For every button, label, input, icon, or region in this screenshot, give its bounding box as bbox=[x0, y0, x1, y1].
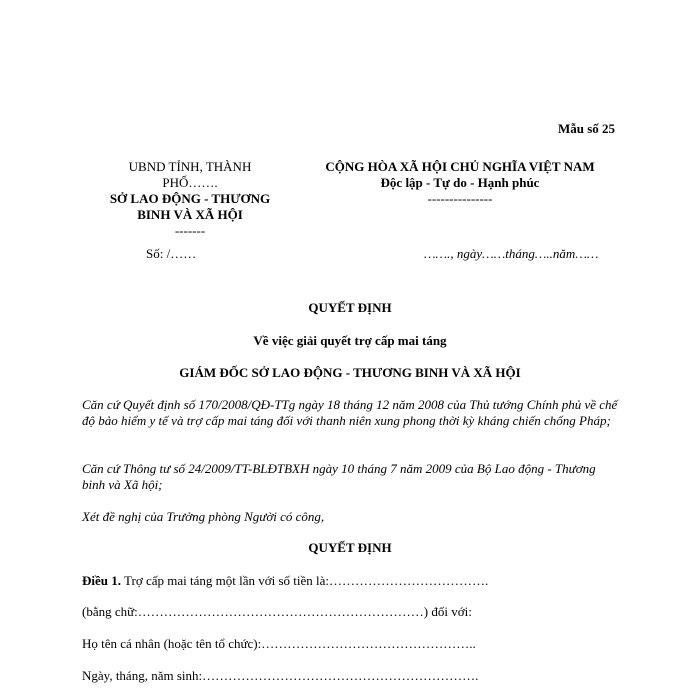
issuing-agency-header bbox=[80, 159, 300, 239]
national-divider: --------------- bbox=[427, 191, 493, 206]
document-date: ……., ngày……tháng…..năm…… bbox=[424, 246, 599, 261]
recipient-name-line: Họ tên cá nhân (hoặc tên tổ chức):………………………………………….. bbox=[82, 636, 476, 651]
country-name: CỘNG HÒA XÃ HỘI CHỦ NGHĨA VIỆT NAM bbox=[325, 159, 595, 174]
legal-basis-3: Xét đề nghị của Trưởng phòng Người có công, bbox=[82, 509, 325, 524]
document-title: QUYẾT ĐỊNH bbox=[308, 300, 392, 315]
document-number: Số: /…… bbox=[146, 246, 197, 261]
form-number: Mẫu số 25 bbox=[558, 121, 616, 136]
issuer-title: GIÁM ĐỐC SỞ LAO ĐỘNG - THƯƠNG BINH VÀ XÃ HỘI bbox=[179, 365, 521, 380]
birth-date-line: Ngày, tháng, năm sinh:………………………………………………………. bbox=[82, 668, 479, 683]
national-header bbox=[290, 159, 630, 207]
legal-basis-1: Căn cứ Quyết định số 170/2008/QĐ-TTg ngày 18 tháng 12 năm 2008 của Thủ tướng Chính phủ về chế độ bảo hiểm y tế và trợ cấp mai táng đối với thanh niên xung phong thời kỳ kháng chiến chống Pháp; bbox=[82, 397, 618, 428]
agency-line-2: PHỐ……. bbox=[162, 175, 218, 190]
article-1 bbox=[82, 573, 488, 589]
legal-basis-2: Căn cứ Thông tư số 24/2009/TT-BLĐTBXH ngày 10 tháng 7 năm 2009 của Bộ Lao động - Thương binh và Xã hội; bbox=[82, 461, 596, 492]
agency-divider: ------- bbox=[174, 223, 206, 238]
amount-in-words-line: (bằng chữ:…………………………………………………………) đối với: bbox=[82, 604, 472, 619]
agency-line-4: BINH VÀ XÃ HỘI bbox=[137, 207, 243, 222]
agency-line-1: UBND TỈNH, THÀNH bbox=[128, 159, 252, 174]
national-motto: Độc lập - Tự do - Hạnh phúc bbox=[380, 175, 540, 190]
agency-line-3: SỞ LAO ĐỘNG - THƯƠNG bbox=[109, 191, 271, 206]
decision-heading: QUYẾT ĐỊNH bbox=[308, 540, 392, 555]
document-subject: Về việc giải quyết trợ cấp mai táng bbox=[253, 333, 447, 348]
article-1-text: Trợ cấp mai táng một lần với số tiền là:………………………………. bbox=[121, 573, 489, 588]
article-1-label: Điều 1. bbox=[82, 573, 121, 588]
